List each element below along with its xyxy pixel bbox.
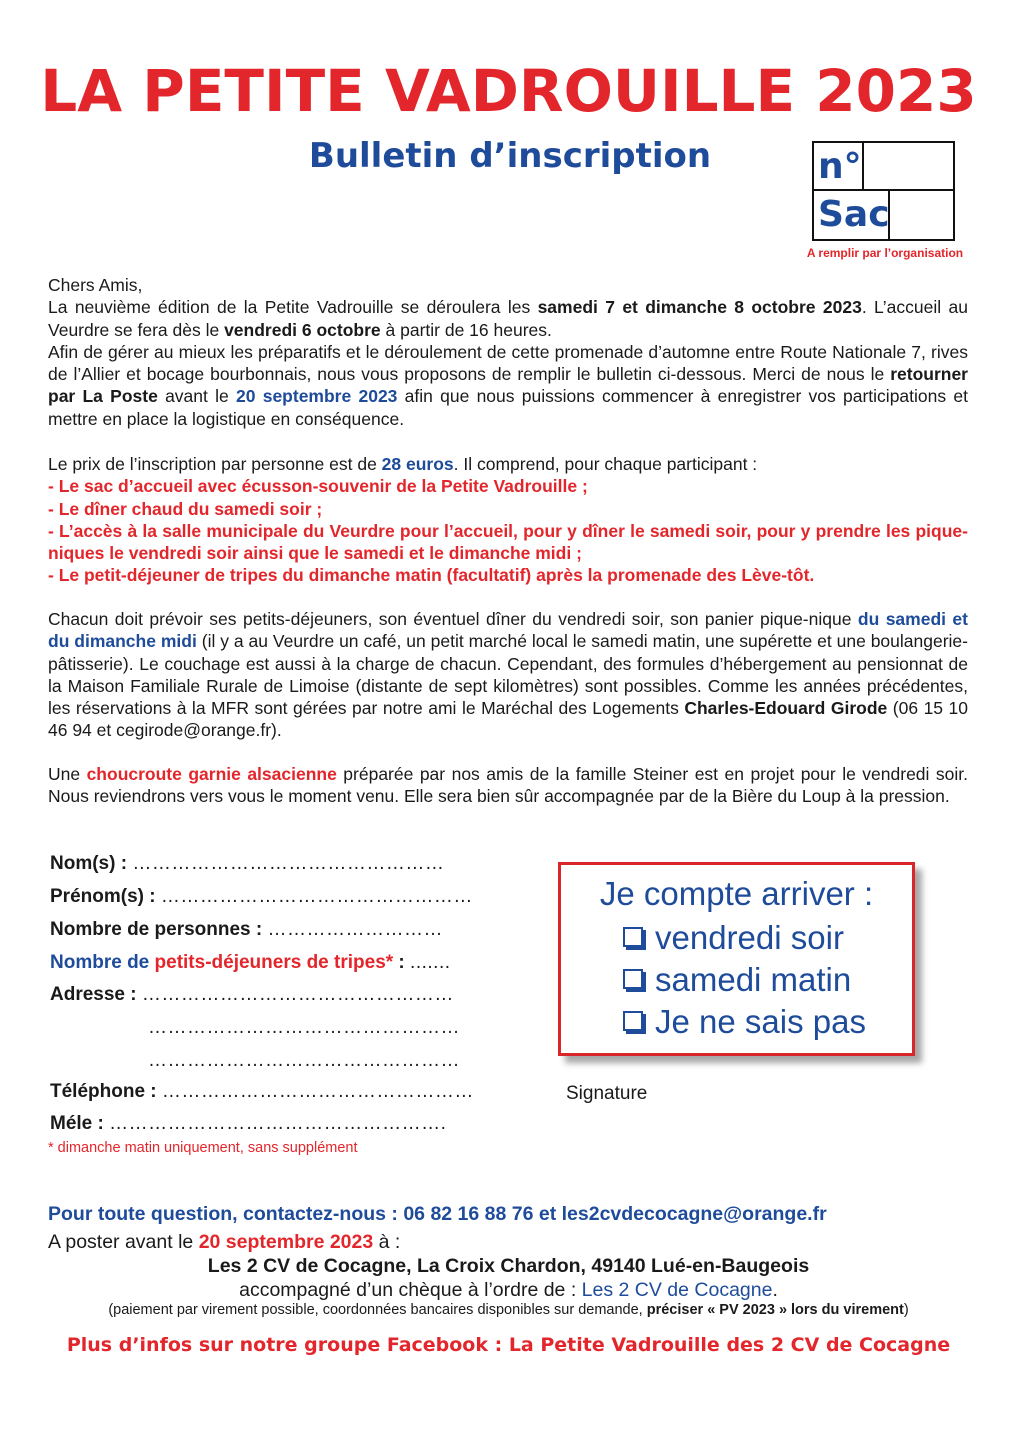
contact-line: Pour toute question, contactez-nous : 06 82 16 88 76 et les2cvdecocagne@orange.fr: [48, 1203, 827, 1225]
phone-field[interactable]: Téléphone : …………………………………………: [50, 1081, 474, 1102]
name-blank[interactable]: …………………………………………: [132, 853, 445, 874]
page-title: LA PETITE VADROUILLE 2023: [40, 57, 977, 125]
address-line-3[interactable]: [148, 1050, 588, 1072]
people-count-label: Nombre de personnes: [50, 919, 251, 940]
deadline-date: 20 septembre 2023: [236, 386, 398, 407]
address-blank[interactable]: …………………………………………: [148, 1017, 460, 1038]
included-item: - Le dîner chaud du samedi soir ;: [48, 498, 323, 519]
address-blank[interactable]: …………………………………………: [148, 1050, 460, 1071]
name-label: Nom(s): [50, 853, 116, 874]
checkbox-icon[interactable]: [623, 969, 643, 989]
firstname-blank[interactable]: …………………………………………: [160, 886, 473, 907]
facebook-line: Plus d’infos sur notre groupe Facebook : La Petite Vadrouille des 2 CV de Cocagne: [66, 1334, 951, 1356]
mail-deadline: 20 septembre 2023: [198, 1231, 374, 1253]
email-field[interactable]: Méle : …………………………………………….: [50, 1113, 447, 1134]
tripe-breakfast-label-red: petits-déjeuners de tripes*: [154, 952, 394, 973]
transfer-note: (paiement par virement possible, coordonnées bancaires disponibles sur demande, préciser « PV 2023 » lors du virement): [108, 1302, 909, 1318]
bag-number-cell: [862, 143, 864, 189]
bag-number-row: [814, 143, 953, 191]
tripe-breakfast-blank[interactable]: .......: [410, 952, 451, 973]
bag-number-box: [812, 141, 955, 241]
address-field[interactable]: Adresse : …………………………………………: [50, 984, 454, 1005]
welcome-day: vendredi 6 octobre: [224, 319, 381, 340]
meals-lodging-section: [48, 608, 968, 742]
postal-address: Les 2 CV de Cocagne, La Croix Chardon, 49140 Lué-en-Baugeois: [207, 1255, 810, 1277]
address-blank[interactable]: …………………………………………: [141, 984, 454, 1005]
choucroute-dish: choucroute garnie alsacienne: [86, 764, 337, 784]
email-blank[interactable]: …………………………………………….: [109, 1113, 447, 1134]
firstname-label: Prénom(s): [50, 886, 144, 907]
phone-blank[interactable]: …………………………………………: [161, 1081, 474, 1102]
page-subtitle: Bulletin d’inscription: [308, 136, 712, 176]
intro-section: [48, 274, 968, 430]
return-by-post: retourner par La Poste: [48, 364, 968, 407]
included-item: - Le petit-déjeuner de tripes du dimanche matin (facultatif) après la promenade des Lève-tôt.: [48, 565, 815, 586]
checkbox-icon[interactable]: [623, 927, 643, 947]
address-label: Adresse: [50, 984, 125, 1005]
cheque-line: accompagné d’un chèque à l’ordre de : Les 2 CV de Cocagne.: [239, 1279, 778, 1301]
name-field[interactable]: Nom(s) : …………………………………………: [50, 853, 445, 874]
organisation-note: A remplir par l’organisation: [806, 246, 964, 260]
signature-label: Signature: [566, 1083, 648, 1104]
intro-paragraph-1: La neuvième édition de la Petite Vadrouille se déroulera les samedi 7 et dimanche 8 octobre 2023. L’accueil au Veurdre se fera dès le vendredi 6 octobre à partir de 16 heures.: [48, 297, 968, 340]
intro-paragraph-2: Afin de gérer au mieux les préparatifs et le déroulement de cette promenade d’automne entre Route Nationale 7, rives de l’Allier et bocage bourbonnais, nous vous proposons de remplir le bulletin ci-dessous. Merci de nous le retourner par La Poste avant le 20 septembre 2023 afin que nous puissions commencer à enregistrer vos participations et mettre en place la logistique en conséquence.: [48, 341, 968, 429]
included-item: - L’accès à la salle municipale du Veurdre pour l’accueil, pour y dîner le samedi soir, pour y prendre les pique-niques le vendredi soir ainsi que le samedi et le dimanche midi ;: [48, 520, 968, 564]
mail-before-line: A poster avant le 20 septembre 2023 à :: [48, 1231, 401, 1253]
checkbox-icon[interactable]: [623, 1011, 643, 1031]
lodging-contact-name: Charles-Edouard Girode: [684, 698, 888, 719]
price-section: [48, 453, 968, 587]
bag-sac-label: Sac: [818, 194, 890, 235]
arrival-option-friday[interactable]: vendredi soir: [623, 919, 844, 957]
included-item: - Le sac d’accueil avec écusson-souvenir de la Petite Vadrouille ;: [48, 476, 588, 497]
people-count-field[interactable]: Nombre de personnes : ………………………: [50, 919, 443, 940]
price-amount: 28 euros: [381, 454, 454, 474]
footnote: * dimanche matin uniquement, sans supplément: [48, 1140, 358, 1156]
people-count-blank[interactable]: ………………………: [267, 919, 443, 940]
address-line-2[interactable]: [148, 1017, 588, 1039]
arrival-box: [558, 862, 915, 1056]
arrival-option-unknown[interactable]: Je ne sais pas: [623, 1003, 866, 1041]
bag-sac-cell: [888, 191, 890, 239]
tripe-breakfast-field[interactable]: Nombre de petits-déjeuners de tripes* : .......: [50, 952, 451, 973]
price-line: Le prix de l’inscription par personne est de 28 euros. Il comprend, pour chaque participant :: [48, 454, 758, 474]
choucroute-section: [48, 763, 968, 808]
tripe-breakfast-label: Nombre de: [50, 952, 155, 973]
picnic-days: du samedi et du dimanche midi: [48, 609, 968, 652]
bag-sac-row: [814, 191, 953, 239]
meals-lodging-paragraph: Chacun doit prévoir ses petits-déjeuners, son éventuel dîner du vendredi soir, son panier pique-nique du samedi et du dimanche midi (il y a au Veurdre un café, un petit marché local le samedi matin, une supérette et une boulangerie-pâtisserie). Le couchage est aussi à la charge de chacun. Cependant, des formules d’hébergement au pensionnat de la Maison Familiale Rurale de Limoise (distante de sept kilomètres) sont possibles. Comme les années précédentes, les réservations à la MFR sont gérées par notre ami le Maréchal des Logements Charles-Edouard Girode (06 15 10 46 94 et cegirode@orange.fr).: [48, 609, 968, 741]
choucroute-paragraph: Une choucroute garnie alsacienne préparée par nos amis de la famille Steiner est en projet pour le vendredi soir. Nous reviendrons vers vous le moment venu. Elle sera bien sûr accompagnée par de la Bière du Loup à la pression.: [48, 764, 968, 807]
firstname-field[interactable]: Prénom(s) : …………………………………………: [50, 886, 473, 907]
arrival-option-saturday[interactable]: samedi matin: [623, 961, 851, 999]
bag-number-label: n°: [818, 146, 862, 187]
email-label: Méle: [50, 1113, 93, 1134]
arrival-title: Je compte arriver :: [599, 875, 874, 912]
event-dates: samedi 7 et dimanche 8 octobre 2023: [537, 297, 862, 318]
greeting: Chers Amis,: [48, 275, 143, 295]
cheque-payee: Les 2 CV de Cocagne: [581, 1279, 773, 1301]
phone-label: Téléphone: [50, 1081, 146, 1102]
